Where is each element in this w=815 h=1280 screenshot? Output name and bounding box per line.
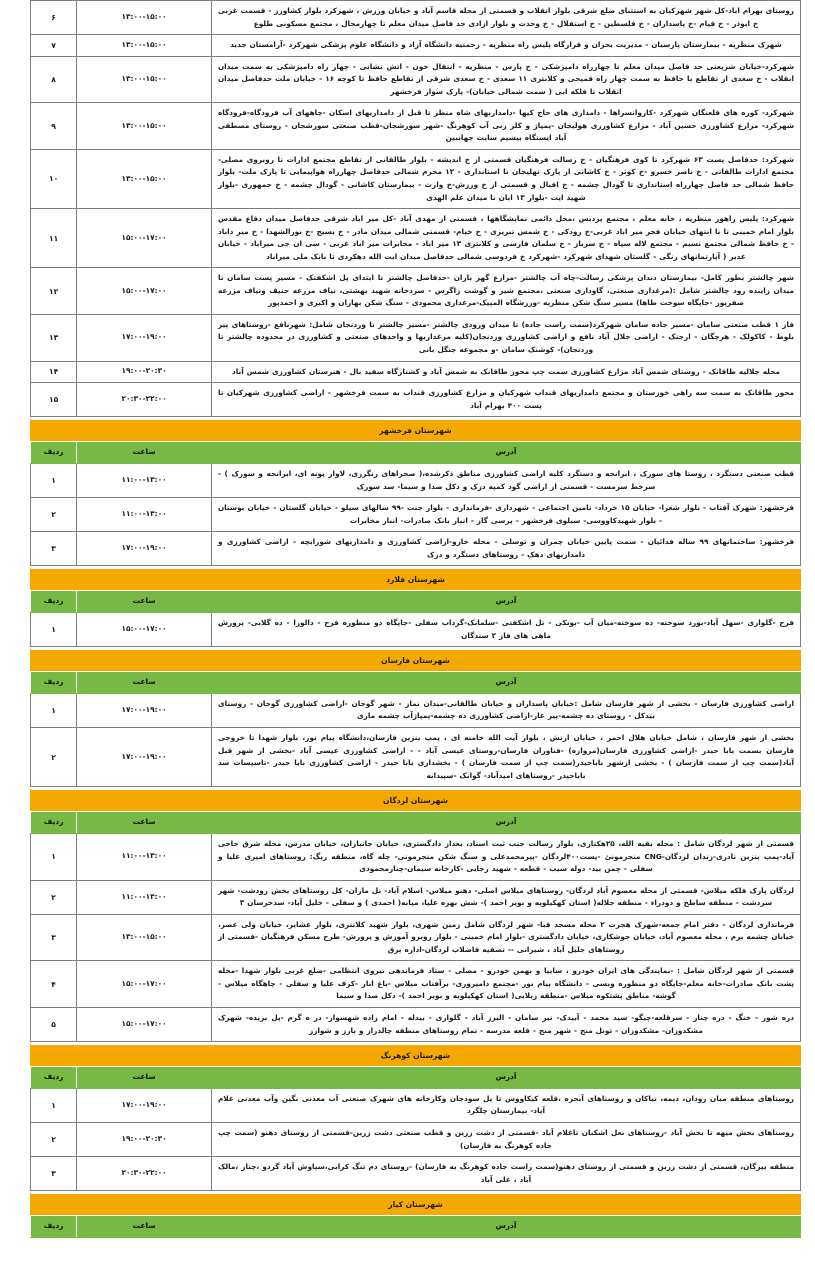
cell-address: روستاهای منطقه میان رودان، دیمه، نیاکان و روستاهای آبحره ،قلعه کیکاووس تا پل سودجان وکارخانه های شهرک صنعتی آب معدنی نگین وآب معدنی غلام آباد- بیمارستان چلگرد <box>211 1088 800 1122</box>
cell-address: دره شور - خنگ - دره چنار - سرقلعه-چیگو- سید محمد - آبیدک- تیر سامان - البرز آباد - گلواری - بیدله - امام زاده شهسوار- در ه گرم -پل بریده- شهرک مشکدوزان- مشکدوزان - تونل منج - شهر منج - قلعه مدرسه - تمام روستاهای منطقه چالدراز و بارز و شوارز <box>211 1008 800 1042</box>
table-row <box>31 464 801 498</box>
cell-index: ۳ <box>31 1157 77 1191</box>
cell-address: روستاهای بخش میهه تا بخش آباد -روستاهای نعل اشکنان تاغلام آباد -قسمتی از دشت زرین و قطب صنعتی دشت زرین-قسمتی از روستای دهنو (سمت چپ جاده کوهرنگ به فارسان) <box>211 1122 800 1156</box>
cell-address: بخشی از شهر فارسان ، شامل خیابان هلال احمر ، خیابان ارتش ، بلوار آیت الله خامنه ای ، پمپ بنزین فارسان،دانشگاه پیام نور، بلوار شهدا تا خروجی فارسان بسمت بابا حیدر -اراضی کشاورزی فارسان(مروازه) -فناوران فارسان-روستای عیسی آباد - - اراضی کشاورزی عیسی آباد -بخشی از شهر قبل آباد(سمت چپ از سمت فارسان ) - بخشی ازشهر باباحیدر(سمت چپ از سمت فارسان ) - بخشداری بابا حیدر - اراضی کشاورزی بابا حیدر -تاسیسات سد باباحیدر -روستاهای امیدآباد- گوانک -سپیدانه <box>211 728 800 787</box>
cell-address: قسمتی از شهر لردگان شامل : محله بقیه الله، ۲۵هکتاری، بلوار رسالت جنب ثبت اسناد، بعداز دادگستری، خیابان جانبازان، خیابان مدرس، محله شرق حاجی آباد-پمپ بنزین نادری-زندان لردگان-CNG منجرمونئ -پست۴۰۰لردگان -پیرمحمدعلی و سنگ شکن منجرمونی- چله گاه، منطقه ریگ: روستاهای امیری علیا و سفلی - چمن بید- دوله سیب - قطعه - شهید رجایی -کارخانه سیمان-چنارمحمودی <box>211 834 800 881</box>
cell-address: فرح -گلواری -سهل آباد-بورد سوخته- ده سوخته-میان آب -بونکی - تل اشکفتی -سلمانک-گرداب سفلی -جایگاه دو منظوره فرح - دالورا - ده گلابی- پرورش ماهی های فاز ۲ سندگان <box>211 613 800 647</box>
column-header-address: آدرس <box>211 591 800 613</box>
cell-time: ۱۱:۰۰-۱۳:۰۰ <box>77 464 212 498</box>
cell-time: ۱۵:۰۰-۱۷:۰۰ <box>77 268 212 315</box>
cell-index: ۱۲ <box>31 268 77 315</box>
table-row <box>31 209 801 268</box>
column-header-time: ساعت <box>77 591 212 613</box>
cell-address: اراضی کشاورزی فارسان - بخشی از شهر فارسان شامل :خیابان پاسداران و خیابان طالقانی-میدان نماز - شهر گوجان -اراضی کشاورزی گوجان - روستای بیدکل - روستای ده چشمه-پیر غار-اراضی کشاورزی ده چشمه-پمپاژآب چشمه ماری <box>211 693 800 727</box>
county-banner-row <box>31 1045 801 1067</box>
cell-time: ۱۵:۰۰-۱۷:۰۰ <box>77 209 212 268</box>
cell-address: شهرک منظریه - بیمارستان پارسیان - مدیریت بحران و قرارگاه پلیس راه منظریه - رحمتیه دانشگاه آزاد و دانشگاه علوم پزشکی شهرکرد -آرامستان جدید <box>211 35 800 57</box>
table-row <box>31 56 801 103</box>
table-row <box>31 1008 801 1042</box>
cell-address: قطب صنعتی دستگرد ، روستا های سورک ، ابرانجه و دستگرد کلیه اراضی کشاورزی مناطق ذکرشده،( صحراهای رنگرزی، لاوار پونه ای، ابرانجه و سورک ) - سرخط سرمست - قسمتی از اراضی گود کمپه دزک و دکل صدا و سیما- سد سورک <box>211 464 800 498</box>
county-banner-label: شهرستان فلارد <box>31 569 801 591</box>
cell-index: ۱ <box>31 1088 77 1122</box>
cell-time: ۱۱:۰۰-۱۳:۰۰ <box>77 498 212 532</box>
cell-address: فرخشهر: شهرک آفتاب - بلوار شعرا- خیابان ۱۵ خرداد- تامین اجتماعی - شهرداری -فرمانداری - بلوار جنت -۹۹ سالهای سیلو - خیابان گلستان - خیابان بوستان - بلوار شهیدکاووسی- سیلوی فرخشهر - پرسی گاز - انبار بانک صادرات- انبار مخابرات <box>211 498 800 532</box>
column-header-row <box>31 672 801 694</box>
cell-time: ۱۵:۰۰-۱۷:۰۰ <box>77 613 212 647</box>
cell-address: فرمانداری لردگان - دفتر امام جمعه-شهرک هجرت ۲ محله مسجد قبا- شهر لردگان شامل زمین شهری، بلوار شهید کلانتری، بلوار عشایر، خیابان ولی عصر، خیابان چشمه برم ، محله معصوم آباد، خیابان جوشکاری، خیابان دادگستری -بلوار امام خمینی - بلوار روبرو آموزش و پرورش- طرح مسکن فرهنگیان -قسمتی از روستاهای جلیل آباد ، شیرانی -- تصفیه فاضلاب لردگان-اداره برق <box>211 914 800 961</box>
cell-address: فرخشهر: ساختمانهای ۹۹ ساله فدائیان - سمت پایین خیابان چمران و توسلی - محله خارو-اراضی کشاورزی و دامداریهای شورابچه - اراضی کشاورزی و دامداریهای دهک - روستاهای دستگرد و دزک <box>211 532 800 566</box>
table-row <box>31 693 801 727</box>
column-header-time: ساعت <box>77 812 212 834</box>
column-header-time: ساعت <box>77 442 212 464</box>
column-header-row <box>31 1216 801 1238</box>
cell-time: ۱۷:۰۰-۱۹:۰۰ <box>77 693 212 727</box>
table-row <box>31 383 801 417</box>
column-header-index: ردیف <box>31 442 77 464</box>
county-banner-label: شهرستان فرخشهر <box>31 420 801 442</box>
cell-index: ۲ <box>31 1122 77 1156</box>
cell-time: ۱۳:۰۰-۱۵:۰۰ <box>77 149 212 208</box>
county-banner-label: شهرستان لردگان <box>31 790 801 812</box>
cell-time: ۱۷:۰۰-۱۹:۰۰ <box>77 314 212 361</box>
column-header-time: ساعت <box>77 1067 212 1089</box>
cell-index: ۱۴ <box>31 361 77 383</box>
table-row <box>31 880 801 914</box>
power-outage-schedule-table <box>30 0 801 1238</box>
cell-time: ۲۰:۳۰-۲۲:۰۰ <box>77 1157 212 1191</box>
county-banner-row <box>31 1194 801 1216</box>
column-header-row <box>31 812 801 834</box>
cell-time: ۱۹:۰۰-۲۰:۳۰ <box>77 1122 212 1156</box>
cell-index: ۲ <box>31 728 77 787</box>
cell-index: ۱ <box>31 464 77 498</box>
cell-time: ۱۱:۰۰-۱۳:۰۰ <box>77 880 212 914</box>
column-header-time: ساعت <box>77 1216 212 1238</box>
cell-address: فاز ۱ قطب صنعتی سامان -مسیر جاده سامان شهرکرد(سمت راست جاده) تا میدان ورودی چالشتر -مسیر چالشتر تا وردنجان شامل: شهرنافع -روستاهای پیر بلوط - کاکولک - هرچگان - ارجنک - اراضی جلال آباد نافع و اراضی کشاورزی وردنجان(کلیه مرغداریها و واحدهای صنعتی و کشاورزی در محدوده چالشتر تا وردنجان)- کوشنک سامان -و مجموعه جنگل بانی <box>211 314 800 361</box>
table-row <box>31 1 801 35</box>
cell-index: ۱۰ <box>31 149 77 208</box>
cell-time: ۱۱:۰۰-۱۳:۰۰ <box>77 834 212 881</box>
cell-address: شهرکرد-خیابان شریعتی حد فاصل میدان معلم تا چهارراه دامپزشکی - خ پارس - منظریه - انتقال خون - اتش نشانی - چهار راه دامپزشکی به سمت میدان انقلاب - خ سعدی از تقاطع با حافظ به سمت چهار راه قمیحی و کلانتری ۱۱ سعدی - خ سعدی شرقی از تقاطع حافظ تا کوچه ۱۶ - خیابان ملت حدفاصل میدان انقلاب تا فلکه ابی ( سمت شمالی خیابان)- پارک سوار فرخشهر <box>211 56 800 103</box>
cell-time: ۱۷:۰۰-۱۹:۰۰ <box>77 728 212 787</box>
cell-address: شهرکرد: حدفاصل پست ۶۳ شهرکرد تا کوی فرهنگیان - خ رسالت فرهنگیان قسمتی از خ اندیشه - بلوار طالقانی از تقاطع مجتمع ادارات تا روبروی مصلی- مجتمع ادارات طالقانی - خ ناصر خسرو -خ کوثر - خ کاشانی از پارک تهلیجان تا استانداری - ۱۲ محرم شمالی حدفاصل چهارراه هواپیمایی تا پارک ملت- بلوار حافظ شمالی حد فاصل چهارراه استانداری تا گودال چشمه - خ اقبال و قسمتی از خ ورزش-خ وارث - بیمارستان کاشانی - گودال چشمه - خ جمهوری -بلوار شهید ایت -بلوار ۱۳ ابان تا میدان علم الهدی <box>211 149 800 208</box>
cell-index: ۳ <box>31 914 77 961</box>
county-banner-row <box>31 569 801 591</box>
column-header-address: آدرس <box>211 812 800 834</box>
county-banner-label: شهرستان کیار <box>31 1194 801 1216</box>
cell-index: ۱ <box>31 693 77 727</box>
table-row <box>31 728 801 787</box>
cell-time: ۱۳:۰۰-۱۵:۰۰ <box>77 56 212 103</box>
cell-index: ۱۵ <box>31 383 77 417</box>
cell-address: شهر چالشتر بطور کامل- بیمارستان دندان پزشکی رسالت-چاه آب چالشتر -مزارع گهر باران -حدفاصل چالشتر تا ابتدای پل اشکفتک - مسیر پست سامان تا میدان زاینده رود چالشتر شامل :(مرغداری صنعتی، گاوداری صنعتی ،مجتمع شیر و گوشت زاگرس - سردخانه شهید بهشتی، تیاف مزرعه حنیف وتیاف مزرعه صفرپور -جایگاه سوخت طاها) مسیر سنگ شکن منظریه -ورزشگاه المپیک-مرغداری محمودی - سنگ شکن بهاران و اکبری و احمدپور <box>211 268 800 315</box>
table-row <box>31 532 801 566</box>
cell-address: شهرکرد- کوره های قلعنگان شهرکرد -کاروانسراها - دامداری های حاج کیها -دامداریهای شاه منظر تا قبل از دامداریهای اسکان -چاههای آب فرودگاه-فرودگاه شهرکرد- مزارع کشاورزی حسین آباد - مزارع کشاورزی هولیجان -پمپاژ و کلر زنی آب کوهرنگ -شهر سورشجان-قطب صنعتی سورشجان - روستای مصطفی آباد ایستگاه بیسیم سایت جهانبین <box>211 103 800 150</box>
table-row <box>31 834 801 881</box>
cell-address: محور طاقانک به سمت سه راهی خوزستان و مجتمع دامداریهای قنداب شهرکیان و مزارع کشاورزی قنداب به سمت فرخشهر - اراضی کشاورزی شهرکیان تا پست ۴۰۰ بهرام آباد <box>211 383 800 417</box>
cell-time: ۱۷:۰۰-۱۹:۰۰ <box>77 532 212 566</box>
schedule-body <box>31 1 801 1238</box>
cell-index: ۱ <box>31 834 77 881</box>
column-header-index: ردیف <box>31 672 77 694</box>
cell-index: ۱۳ <box>31 314 77 361</box>
column-header-index: ردیف <box>31 1216 77 1238</box>
cell-time: ۱۳:۰۰-۱۵:۰۰ <box>77 35 212 57</box>
cell-index: ۴ <box>31 961 77 1008</box>
county-banner-row <box>31 790 801 812</box>
table-row <box>31 268 801 315</box>
column-header-index: ردیف <box>31 812 77 834</box>
cell-index: ۲ <box>31 880 77 914</box>
cell-index: ۱۱ <box>31 209 77 268</box>
cell-index: ۸ <box>31 56 77 103</box>
cell-time: ۱۳:۰۰-۱۵:۰۰ <box>77 1 212 35</box>
cell-time: ۱۵:۰۰-۱۷:۰۰ <box>77 961 212 1008</box>
cell-address: لردگان پارک فلکه میلاس- قسمتی از محله معصوم آباد لردگان- روستاهای میلاس اصلی- دهنو میلاس- اسلام آباد- نل ماران- کل روستاهای بخش رودشت- شهر سردشت - منطقه ساطخ و دودراء - منطقه جلاله( استان کهکیلویه و بویر احمد )- شش بهره علیا، میانه( احمدی ) و سفلی - خلیل آباد- سدخرسان ۳ <box>211 880 800 914</box>
column-header-address: آدرس <box>211 672 800 694</box>
cell-time: ۱۹:۰۰-۲۰:۳۰ <box>77 361 212 383</box>
table-row <box>31 361 801 383</box>
column-header-address: آدرس <box>211 1067 800 1089</box>
cell-address: روستای بهرام اباد-کل شهر شهرکیان به استثنای ضلع شرقی بلوار انقلاب و قسمتی از محله قاسم آباد و خیابان ورزش ، شهرکرد بلوار کشاورز - قسمت غربی خ ابوذر - خ قیام -خ پاسداران - خ فلسطین - خ استقلال - خ وحدت و بلوار ازادی حد فاصل میدان معلم تا چهارمحال ، مجتمع مسکونی طلوع <box>211 1 800 35</box>
table-row <box>31 35 801 57</box>
cell-time: ۱۵:۰۰-۱۷:۰۰ <box>77 1008 212 1042</box>
county-banner-label: شهرستان کوهرنگ <box>31 1045 801 1067</box>
cell-address: قسمتی از شهر لردگان شامل : -نمایندگی های ایران خودرو ، سایپا و بهمن خودرو - مصلی - ستاد فرماندهی نیروی انتظامی -ضلع غربی بلوار شهدا -محله پشت بانک صادرات-خانه معلم-جایگاه دو منظوره وبسی - دانشگاه پیام نور -مجتمع دامپروری- برآفتاب میلاس -باغ انار -کرف علیا و سفلی - چاهگاه میلاس - گوشه- مناطق پشتکوه میلاس -منطقه زیلایی( استان کهکیلویه و بویر احمد )- دکل صدا و سیما <box>211 961 800 1008</box>
cell-index: ۳ <box>31 532 77 566</box>
cell-time: ۱۷:۰۰-۱۹:۰۰ <box>77 1088 212 1122</box>
column-header-time: ساعت <box>77 672 212 694</box>
cell-index: ۵ <box>31 1008 77 1042</box>
county-banner-row <box>31 420 801 442</box>
table-row <box>31 914 801 961</box>
cell-index: ۱ <box>31 613 77 647</box>
table-row <box>31 1157 801 1191</box>
cell-index: ۷ <box>31 35 77 57</box>
cell-index: ۹ <box>31 103 77 150</box>
cell-address: منطقه بیرگان، قسمتی از دشت زرین و قسمتی از روستای دهنو(سمت راست جاده کوهرنگ به فارسان) -روستای دم تنگ کرابی،سیاوش آباد گردو ،چنار ،مالک آباد ، علی آباد <box>211 1157 800 1191</box>
table-row <box>31 498 801 532</box>
cell-address: شهرکرد: پلیس راهور منظریه ، خانه معلم ، مجتمع پردیس ،محل دائمی نمایشگاهها ، قسمتی از مهدی آباد -کل میر اباد شرقی حدفاصل میدان دفاع مقدس بلوار امام خمینی تا تا انتهای خیابان فجر میر اباد غربی-خ رودکی - خ شمس تبریزی - خ خیام- قسمتی شمالی میدان مادر - خ بسیج -خ نورالشهدا - خ میر داباد - خ حافظ شمالی مجتمع نسیم - مجتمع لاله سپاه - خ سرباز - خ سلمان فارسی و کلانتری ۱۳ میر اباد - مخابرات میر اباد غربی - سی ان جی میراباد - خیابان غدیر ( آپارتمانهای رنگی - گلستان شهدای شهرکرد -شهرکرد خ فردوسی شمالی حدفاصل میدان ایت الله دهکردی تا بانک ملی میراباد <box>211 209 800 268</box>
table-row <box>31 613 801 647</box>
cell-time: ۱۳:۰۰-۱۵:۰۰ <box>77 914 212 961</box>
column-header-row <box>31 442 801 464</box>
column-header-row <box>31 591 801 613</box>
county-banner-row <box>31 650 801 672</box>
cell-time: ۲۰:۳۰-۲۲:۰۰ <box>77 383 212 417</box>
column-header-index: ردیف <box>31 1067 77 1089</box>
cell-time: ۱۳:۰۰-۱۵:۰۰ <box>77 103 212 150</box>
table-row <box>31 1122 801 1156</box>
cell-index: ۲ <box>31 498 77 532</box>
cell-address: محله جلالیه طاقانک - روستای شمس آباد مزارع کشاورزی سمت چپ محور طاقانک به شمس آباد و کشتارگاه سفید بال - هنرستان کشاورزی شمس آباد <box>211 361 800 383</box>
table-row <box>31 314 801 361</box>
table-row <box>31 149 801 208</box>
column-header-address: آدرس <box>211 442 800 464</box>
column-header-row <box>31 1067 801 1089</box>
table-row <box>31 103 801 150</box>
table-row <box>31 1088 801 1122</box>
cell-index: ۶ <box>31 1 77 35</box>
column-header-index: ردیف <box>31 591 77 613</box>
column-header-address: آدرس <box>211 1216 800 1238</box>
county-banner-label: شهرستان فارسان <box>31 650 801 672</box>
table-row <box>31 961 801 1008</box>
